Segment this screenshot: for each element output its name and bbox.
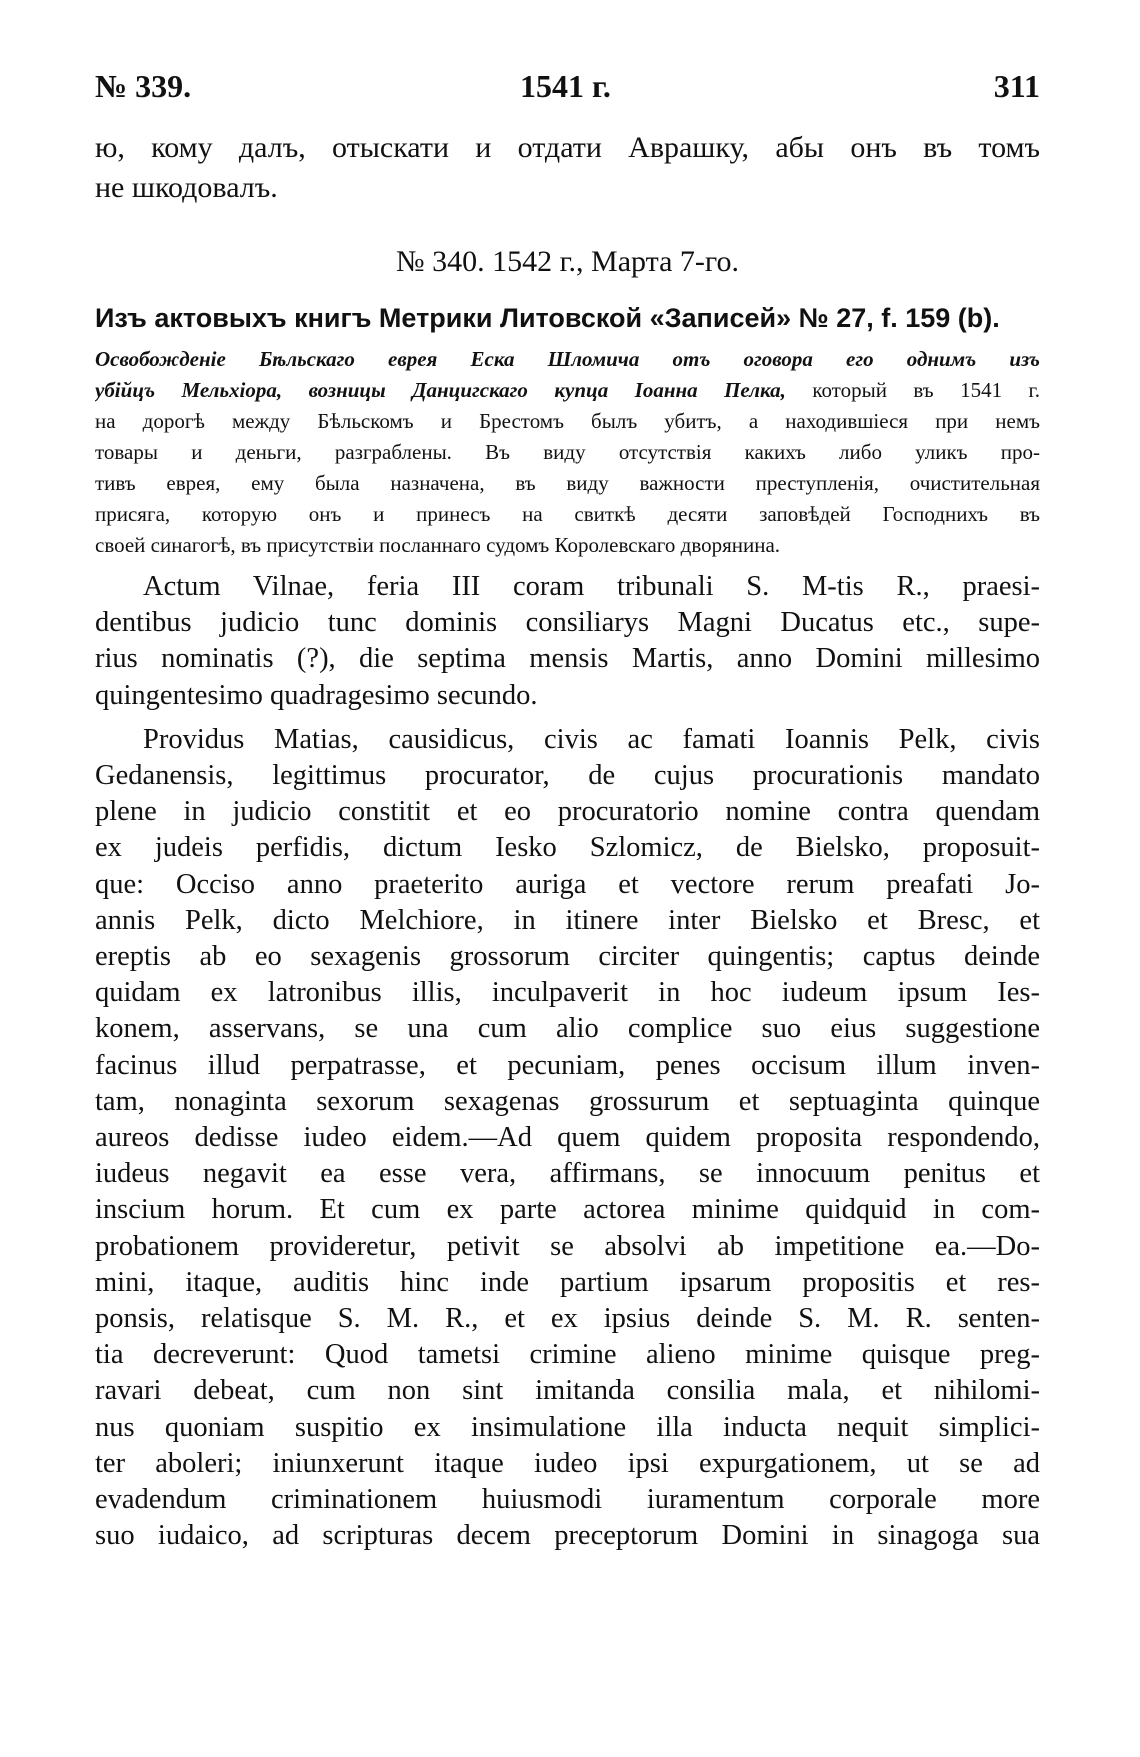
summary-plain-text: тивъ еврея, ему была назначена, въ виду важности преступленія, очистительная xyxy=(95,471,1040,495)
body-line: mini, itaque, auditis hinc inde partium ipsarum propositis et res- xyxy=(95,1266,1040,1298)
body-line: Providus Matias, causidicus, civis ac famati Ioannis Pelk, civis xyxy=(143,723,1040,755)
body-line: plene in judicio constitit et eo procuratorio nomine contra quendam xyxy=(95,796,1040,828)
running-head xyxy=(95,60,1040,120)
continuation-text xyxy=(95,128,1040,208)
summary-line xyxy=(95,437,1040,468)
document-heading: № 340. 1542 г., Марта 7-го. xyxy=(396,245,739,278)
body-line: evadendum criminationem huiusmodi iuramentum corporale more xyxy=(95,1484,1040,1516)
summary-line xyxy=(95,344,1040,375)
summary-line xyxy=(95,530,1040,561)
summary-plain-text: присяга, которую онъ и принесъ на свиткѣ десяти заповѣдей Господнихъ въ xyxy=(95,502,1040,526)
body-line: dentibus judicio tunc dominis consiliarys Magni Ducatus etc., supe- xyxy=(95,607,1040,639)
body-line: iudeus negavit ea esse vera, affirmans, se innocuum penitus et xyxy=(95,1158,1040,1190)
running-head-doc-number: № 339. xyxy=(95,68,192,104)
paragraph-providus xyxy=(95,722,1040,1555)
body-line: que: Occiso anno praeterito auriga et vectore rerum preafati Jo- xyxy=(95,868,1040,900)
body-line: Gedanensis, legittimus procurator, de cujus procurationis mandato xyxy=(95,760,1040,792)
body-line: ravari debeat, cum non sint imitanda consilia mala, et nihilomi- xyxy=(95,1375,1040,1407)
document-source: Изъ актовыхъ книгъ Метрики Литовской «Записей» № 27, f. 159 (b). xyxy=(95,303,1000,333)
summary-italic-text: Освобожденіе Бѣльскаго еврея Еска Шломича отъ оговора его однимъ изъ xyxy=(95,347,1040,371)
body-line: nus quoniam suspitio ex insimulatione illa inducta nequit simplici- xyxy=(95,1411,1040,1443)
body-line: probationem provideretur, petivit se absolvi ab impetitione ea.—Do- xyxy=(95,1230,1040,1262)
body-line: aureos dedisse iudeo eidem.—Ad quem quidem proposita respondendo, xyxy=(95,1122,1040,1154)
summary-line xyxy=(95,375,1040,406)
summary-plain-text: на дорогѣ между Бѣльскомъ и Брестомъ былъ убитъ, а находившіеся при немъ xyxy=(95,409,1040,433)
summary-line xyxy=(95,499,1040,530)
summary-italic-text: убійцъ Мельхіора, возницы Данцигскаго купца Іоанна Пелка, xyxy=(95,378,786,402)
summary-plain-text: товары и деньги, разграблены. Въ виду отсутствія какихъ либо уликъ про- xyxy=(95,440,1040,464)
continuation-line: ю, кому далъ, отыскати и отдати Аврашку, абы онъ въ томъ xyxy=(95,131,1040,164)
body-line: annis Pelk, dicto Melchiore, in itinere inter Bielsko et Bresc, et xyxy=(95,904,1040,936)
body-line: suo iudaico, ad scripturas decem preceptorum Domini in sinagoga sua xyxy=(95,1520,1040,1552)
summary-line xyxy=(95,468,1040,499)
document-summary xyxy=(95,344,1040,561)
continuation-line: не шкодовалъ. xyxy=(95,171,278,204)
body-line: tam, nonaginta sexorum sexagenas grossurum et septuaginta quinque xyxy=(95,1085,1040,1117)
summary-line xyxy=(95,406,1040,437)
body-line: ex judeis perfidis, dictum Iesko Szlomicz, de Bielsko, proposuit- xyxy=(95,832,1040,864)
page-number: 311 xyxy=(993,68,1040,104)
body-line: quidam ex latronibus illis, inculpaverit in hoc iudeum ipsum Ies- xyxy=(95,977,1040,1009)
running-head-year: 1541 г. xyxy=(520,68,611,104)
body-line: Actum Vilnae, feria III coram tribunali S. M-tis R., praesi- xyxy=(143,571,1040,602)
body-line: facinus illud perpatrasse, et pecuniam, penes occisum illum inven- xyxy=(95,1049,1040,1081)
body-line: rius nominatis (?), die septima mensis Martis, anno Domini millesimo xyxy=(95,643,1040,675)
summary-plain-text: своей синагогѣ, въ присутствіи посланнаго судомъ Королевскаго дворянина. xyxy=(95,533,781,557)
body-line: konem, asservans, se una cum alio complice suo eius suggestione xyxy=(95,1013,1040,1045)
body-line: tia decreverunt: Quod tametsi crimine alieno minime quisque preg- xyxy=(95,1339,1040,1371)
document-body xyxy=(95,569,1040,1554)
body-line: ereptis ab eo sexagenis grossorum circiter quingentis; captus deinde xyxy=(95,941,1040,973)
body-line: quingentesimo quadragesimo secundo. xyxy=(95,679,538,711)
book-page xyxy=(95,60,1040,1562)
body-line: ter aboleri; iniunxerunt itaque iudeo ipsi expurgationem, ut se ad xyxy=(95,1447,1040,1479)
summary-plain-text: который въ 1541 г. xyxy=(785,378,1040,402)
body-line: inscium horum. Et cum ex parte actorea minime quidquid in com- xyxy=(95,1194,1040,1226)
paragraph-actum xyxy=(95,569,1040,714)
body-line: ponsis, relatisque S. M. R., et ex ipsius deinde S. M. R. senten- xyxy=(95,1303,1040,1335)
